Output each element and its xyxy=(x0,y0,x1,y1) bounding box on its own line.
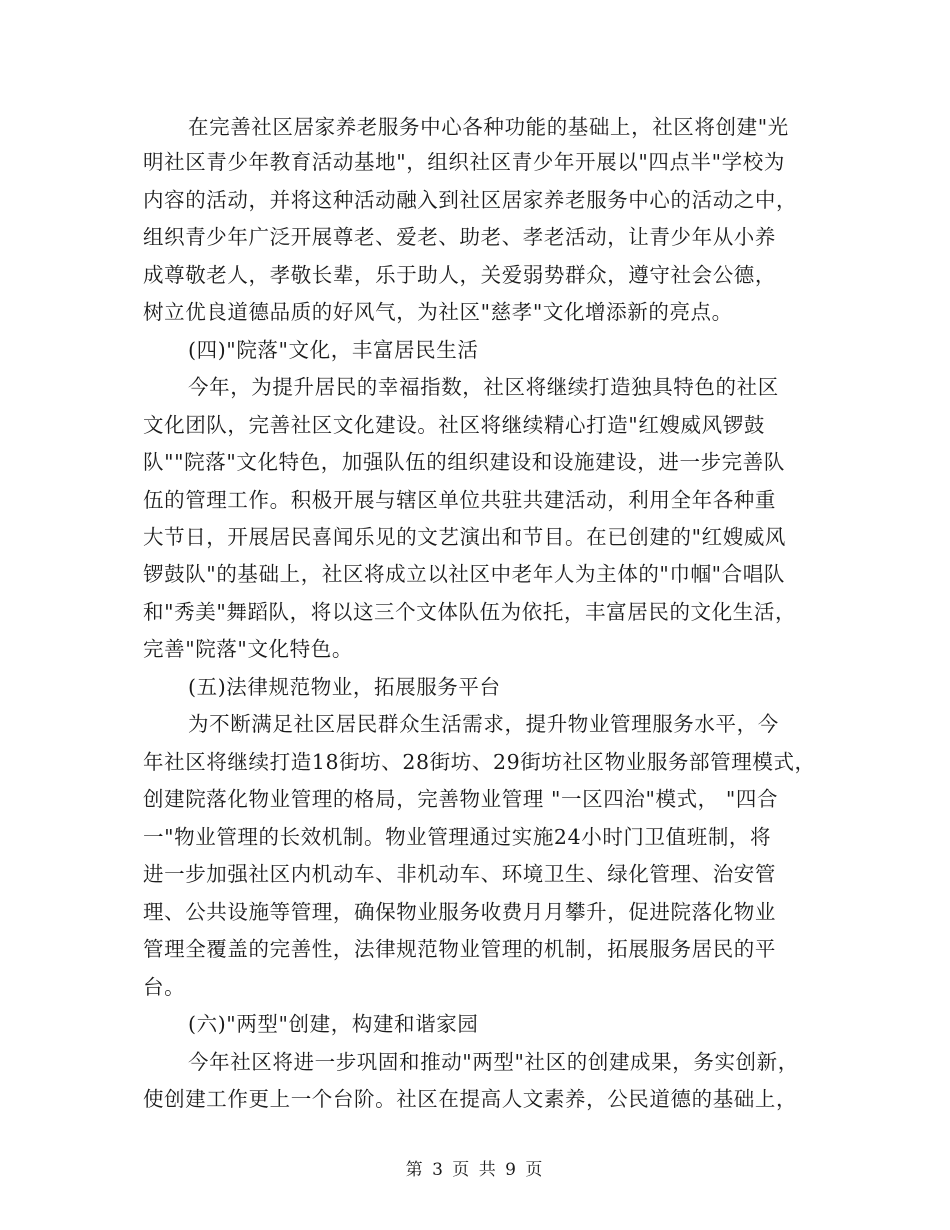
text-line: 组织青少年广泛开展尊老、爱老、助老、孝老活动，让青少年从小养 xyxy=(143,225,776,249)
text-line: 管理全覆盖的完善性，法律规范物业管理的机制，拓展服务居民的平 xyxy=(143,937,776,961)
section-heading: (六)"两型"创建，构建和谐家园 xyxy=(188,1012,479,1036)
text-line: 文化团队，完善社区文化建设。社区将继续精心打造"红嫂威风锣鼓 xyxy=(143,413,765,437)
text-line: 伍的管理工作。积极开展与辖区单位共驻共建活动，利用全年各种重 xyxy=(143,488,776,512)
text-line: 理、公共设施等管理，确保物业服务收费月月攀升，促进院落化物业 xyxy=(143,900,776,924)
text-line: 台。 xyxy=(143,975,186,999)
text-line: 内容的活动，并将这种活动融入到社区居家养老服务中心的活动之中， xyxy=(143,188,798,212)
text-line: 和"秀美"舞蹈队，将以这三个文体队伍为依托，丰富居民的文化生活， xyxy=(143,600,797,624)
text-line: 为不断满足社区居民群众生活需求，提升物业管理服务水平，今 xyxy=(188,712,779,736)
text-line: 在完善社区居家养老服务中心各种功能的基础上，社区将创建"光 xyxy=(188,115,789,139)
text-line: 创建院落化物业管理的格局，完善物业管理 "一区四治"模式， "四合 xyxy=(143,787,779,811)
text-line: 使创建工作更上一个台阶。社区在提高人文素养，公民道德的基础上， xyxy=(143,1087,798,1111)
text-line: 树立优良道德品质的好风气，为社区"慈孝"文化增添新的亮点。 xyxy=(143,300,733,324)
text-line: 今年，为提升居民的幸福指数，社区将继续打造独具特色的社区 xyxy=(188,375,779,399)
text-line: 今年社区将进一步巩固和推动"两型"社区的创建成果，务实创新， xyxy=(188,1050,799,1074)
text-line: 锣鼓队"的基础上，社区将成立以社区中老年人为主体的"巾帼"合唱队 xyxy=(143,562,785,586)
text-line: 成尊敬老人，孝敬长辈，乐于助人，关爱弱势群众，遵守社会公德， xyxy=(143,263,776,287)
text-line: 年社区将继续打造18街坊、28街坊、29街坊社区物业服务部管理模式， xyxy=(143,750,816,774)
text-line: 进一步加强社区内机动车、非机动车、环境卫生、绿化管理、治安管 xyxy=(143,862,776,886)
section-heading: (五)法律规范物业，拓展服务平台 xyxy=(188,675,501,699)
text-line: 明社区青少年教育活动基地"，组织社区青少年开展以"四点半"学校为 xyxy=(143,150,785,174)
text-line: 队""院落"文化特色，加强队伍的组织建设和设施建设，进一步完善队 xyxy=(143,450,785,474)
page-footer: 第 3 页 共 9 页 xyxy=(405,1160,545,1180)
text-line: 一"物业管理的长效机制。物业管理通过实施24小时门卫值班制，将 xyxy=(143,825,772,849)
text-line: 大节日，开展居民喜闻乐见的文艺演出和节目。在已创建的"红嫂威风 xyxy=(143,525,787,549)
text-line: 完善"院落"文化特色。 xyxy=(143,637,353,661)
section-heading: (四)"院落"文化，丰富居民生活 xyxy=(188,338,479,362)
